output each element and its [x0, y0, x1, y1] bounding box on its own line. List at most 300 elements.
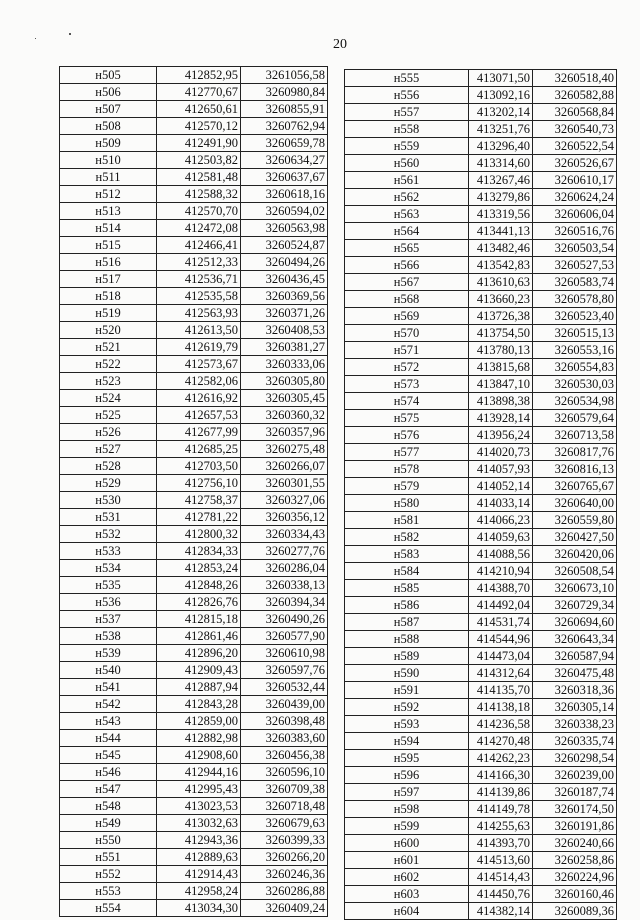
y-coordinate-cell: 3260475,48: [533, 665, 617, 682]
point-id-cell: н565: [345, 240, 469, 257]
x-coordinate-cell: 412650,61: [157, 101, 241, 118]
point-id-cell: н552: [60, 866, 157, 883]
y-coordinate-cell: 3260718,48: [241, 798, 328, 815]
point-id-cell: н540: [60, 662, 157, 679]
table-row: [60, 339, 328, 356]
point-id-cell: н525: [60, 407, 157, 424]
point-id-cell: н513: [60, 203, 157, 220]
y-coordinate-cell: 3260709,38: [241, 781, 328, 798]
table-row: [60, 832, 328, 849]
table-row: [345, 342, 617, 359]
x-coordinate-cell: 413610,63: [469, 274, 533, 291]
point-id-cell: н559: [345, 138, 469, 155]
table-row: [345, 835, 617, 852]
x-coordinate-cell: 414382,14: [469, 903, 533, 920]
x-coordinate-cell: 412896,20: [157, 645, 241, 662]
table-row: [345, 767, 617, 784]
y-coordinate-cell: 3260563,98: [241, 220, 328, 237]
y-coordinate-cell: 3260568,84: [533, 104, 617, 121]
x-coordinate-cell: 413296,40: [469, 138, 533, 155]
x-coordinate-cell: 413314,60: [469, 155, 533, 172]
table-row: [60, 509, 328, 526]
table-row: [345, 852, 617, 869]
table-row: [60, 645, 328, 662]
y-coordinate-cell: 3260765,67: [533, 478, 617, 495]
point-id-cell: н514: [60, 220, 157, 237]
table-row: [60, 713, 328, 730]
point-id-cell: н542: [60, 696, 157, 713]
table-row: [60, 900, 328, 917]
table-row: [345, 172, 617, 189]
y-coordinate-cell: 3260408,53: [241, 322, 328, 339]
y-coordinate-cell: 3260643,34: [533, 631, 617, 648]
y-coordinate-cell: 3260246,36: [241, 866, 328, 883]
y-coordinate-cell: 3260526,67: [533, 155, 617, 172]
table-row: [60, 764, 328, 781]
table-row: [345, 155, 617, 172]
x-coordinate-cell: 414066,23: [469, 512, 533, 529]
point-id-cell: н582: [345, 529, 469, 546]
point-id-cell: н548: [60, 798, 157, 815]
point-id-cell: н568: [345, 291, 469, 308]
point-id-cell: н535: [60, 577, 157, 594]
point-id-cell: н555: [345, 70, 469, 87]
table-row: [345, 699, 617, 716]
x-coordinate-cell: 413202,14: [469, 104, 533, 121]
x-coordinate-cell: 412613,50: [157, 322, 241, 339]
x-coordinate-cell: 412581,48: [157, 169, 241, 186]
table-row: [60, 84, 328, 101]
table-row: [60, 815, 328, 832]
point-id-cell: н549: [60, 815, 157, 832]
point-id-cell: н521: [60, 339, 157, 356]
x-coordinate-cell: 412472,08: [157, 220, 241, 237]
point-id-cell: н517: [60, 271, 157, 288]
x-coordinate-cell: 412536,71: [157, 271, 241, 288]
y-coordinate-cell: 3260534,98: [533, 393, 617, 410]
point-id-cell: н564: [345, 223, 469, 240]
x-coordinate-cell: 412570,70: [157, 203, 241, 220]
table-row: [345, 716, 617, 733]
point-id-cell: н543: [60, 713, 157, 730]
table-row: [345, 257, 617, 274]
y-coordinate-cell: 3260559,80: [533, 512, 617, 529]
table-row: [345, 393, 617, 410]
x-coordinate-cell: 412756,10: [157, 475, 241, 492]
x-coordinate-cell: 414210,94: [469, 563, 533, 580]
y-coordinate-cell: 3260610,98: [241, 645, 328, 662]
table-row: [60, 577, 328, 594]
y-coordinate-cell: 3260394,34: [241, 594, 328, 611]
y-coordinate-cell: 3260540,73: [533, 121, 617, 138]
table-row: [60, 560, 328, 577]
table-row: [60, 883, 328, 900]
table-row: [60, 288, 328, 305]
x-coordinate-cell: 412859,00: [157, 713, 241, 730]
y-coordinate-cell: 3260266,20: [241, 849, 328, 866]
table-row: [60, 458, 328, 475]
point-id-cell: н519: [60, 305, 157, 322]
x-coordinate-cell: 413928,14: [469, 410, 533, 427]
table-row: [345, 444, 617, 461]
x-coordinate-cell: 412914,43: [157, 866, 241, 883]
point-id-cell: н520: [60, 322, 157, 339]
table-row: [345, 784, 617, 801]
point-id-cell: н590: [345, 665, 469, 682]
x-coordinate-cell: 412491,90: [157, 135, 241, 152]
x-coordinate-cell: 414020,73: [469, 444, 533, 461]
point-id-cell: н512: [60, 186, 157, 203]
point-id-cell: н539: [60, 645, 157, 662]
y-coordinate-cell: 3260239,00: [533, 767, 617, 784]
point-id-cell: н518: [60, 288, 157, 305]
y-coordinate-cell: 3260286,88: [241, 883, 328, 900]
point-id-cell: н523: [60, 373, 157, 390]
x-coordinate-cell: 412512,33: [157, 254, 241, 271]
table-row: [345, 189, 617, 206]
point-id-cell: н574: [345, 393, 469, 410]
x-coordinate-cell: 414514,43: [469, 869, 533, 886]
table-row: [345, 563, 617, 580]
point-id-cell: н528: [60, 458, 157, 475]
y-coordinate-cell: 3260762,94: [241, 118, 328, 135]
table-row: [345, 461, 617, 478]
point-id-cell: н516: [60, 254, 157, 271]
y-coordinate-cell: 3260335,74: [533, 733, 617, 750]
x-coordinate-cell: 412770,67: [157, 84, 241, 101]
y-coordinate-cell: 3260587,94: [533, 648, 617, 665]
point-id-cell: н533: [60, 543, 157, 560]
x-coordinate-cell: 412535,58: [157, 288, 241, 305]
x-coordinate-cell: 414052,14: [469, 478, 533, 495]
x-coordinate-cell: 412815,18: [157, 611, 241, 628]
point-id-cell: н589: [345, 648, 469, 665]
x-coordinate-cell: 412570,12: [157, 118, 241, 135]
y-coordinate-cell: 3260383,60: [241, 730, 328, 747]
y-coordinate-cell: 3260553,16: [533, 342, 617, 359]
table-row: [60, 543, 328, 560]
table-row: [345, 903, 617, 920]
point-id-cell: н596: [345, 767, 469, 784]
point-id-cell: н600: [345, 835, 469, 852]
x-coordinate-cell: 414139,86: [469, 784, 533, 801]
y-coordinate-cell: 3260515,13: [533, 325, 617, 342]
y-coordinate-cell: 3260579,64: [533, 410, 617, 427]
table-row: [60, 662, 328, 679]
table-row: [60, 781, 328, 798]
table-row: [60, 611, 328, 628]
point-id-cell: н544: [60, 730, 157, 747]
table-row: [345, 359, 617, 376]
point-id-cell: н524: [60, 390, 157, 407]
point-id-cell: н541: [60, 679, 157, 696]
y-coordinate-cell: 3260399,33: [241, 832, 328, 849]
point-id-cell: н551: [60, 849, 157, 866]
point-id-cell: н509: [60, 135, 157, 152]
x-coordinate-cell: 412834,33: [157, 543, 241, 560]
x-coordinate-cell: 412861,46: [157, 628, 241, 645]
table-row: [345, 87, 617, 104]
point-id-cell: н584: [345, 563, 469, 580]
table-row: [345, 869, 617, 886]
table-row: [345, 818, 617, 835]
point-id-cell: н531: [60, 509, 157, 526]
x-coordinate-cell: 414138,18: [469, 699, 533, 716]
y-coordinate-cell: 3260855,91: [241, 101, 328, 118]
point-id-cell: н558: [345, 121, 469, 138]
point-id-cell: н594: [345, 733, 469, 750]
table-row: [345, 291, 617, 308]
x-coordinate-cell: 412995,43: [157, 781, 241, 798]
table-row: [60, 849, 328, 866]
y-coordinate-cell: 3260258,86: [533, 852, 617, 869]
y-coordinate-cell: 3260439,00: [241, 696, 328, 713]
x-coordinate-cell: 414033,14: [469, 495, 533, 512]
y-coordinate-cell: 3260305,45: [241, 390, 328, 407]
point-id-cell: н560: [345, 155, 469, 172]
y-coordinate-cell: 3260523,40: [533, 308, 617, 325]
point-id-cell: н550: [60, 832, 157, 849]
table-row: [60, 475, 328, 492]
point-id-cell: н583: [345, 546, 469, 563]
point-id-cell: н599: [345, 818, 469, 835]
y-coordinate-cell: 3260524,87: [241, 237, 328, 254]
x-coordinate-cell: 412908,60: [157, 747, 241, 764]
y-coordinate-cell: 3260554,83: [533, 359, 617, 376]
x-coordinate-cell: 412582,06: [157, 373, 241, 390]
x-coordinate-cell: 412853,24: [157, 560, 241, 577]
point-id-cell: н534: [60, 560, 157, 577]
x-coordinate-cell: 414135,70: [469, 682, 533, 699]
y-coordinate-cell: 3260816,13: [533, 461, 617, 478]
y-coordinate-cell: 3260305,80: [241, 373, 328, 390]
point-id-cell: н556: [345, 87, 469, 104]
point-id-cell: н575: [345, 410, 469, 427]
point-id-cell: н508: [60, 118, 157, 135]
y-coordinate-cell: 3260578,80: [533, 291, 617, 308]
x-coordinate-cell: 414450,76: [469, 886, 533, 903]
x-coordinate-cell: 412588,32: [157, 186, 241, 203]
y-coordinate-cell: 3260286,04: [241, 560, 328, 577]
point-id-cell: н571: [345, 342, 469, 359]
table-row: [345, 733, 617, 750]
table-row: [60, 628, 328, 645]
y-coordinate-cell: 3260634,27: [241, 152, 328, 169]
x-coordinate-cell: 414088,56: [469, 546, 533, 563]
table-row: [345, 121, 617, 138]
table-row: [60, 798, 328, 815]
y-coordinate-cell: 3260980,84: [241, 84, 328, 101]
x-coordinate-cell: 412848,26: [157, 577, 241, 594]
x-coordinate-cell: 413071,50: [469, 70, 533, 87]
x-coordinate-cell: 414270,48: [469, 733, 533, 750]
y-coordinate-cell: 3260240,66: [533, 835, 617, 852]
point-id-cell: н602: [345, 869, 469, 886]
x-coordinate-cell: 413847,10: [469, 376, 533, 393]
table-row: [345, 206, 617, 223]
y-coordinate-cell: 3260224,96: [533, 869, 617, 886]
table-row: [345, 631, 617, 648]
x-coordinate-cell: 412703,50: [157, 458, 241, 475]
point-id-cell: н601: [345, 852, 469, 869]
x-coordinate-cell: 412563,93: [157, 305, 241, 322]
table-row: [60, 441, 328, 458]
table-row: [345, 886, 617, 903]
y-coordinate-cell: 3260516,76: [533, 223, 617, 240]
scan-speck: [69, 33, 71, 35]
point-id-cell: н593: [345, 716, 469, 733]
point-id-cell: н587: [345, 614, 469, 631]
y-coordinate-cell: 3260694,60: [533, 614, 617, 631]
table-row: [60, 135, 328, 152]
x-coordinate-cell: 413956,24: [469, 427, 533, 444]
y-coordinate-cell: 3260318,36: [533, 682, 617, 699]
x-coordinate-cell: 412616,92: [157, 390, 241, 407]
y-coordinate-cell: 3260817,76: [533, 444, 617, 461]
point-id-cell: н592: [345, 699, 469, 716]
table-row: [345, 546, 617, 563]
table-row: [345, 665, 617, 682]
table-row: [345, 274, 617, 291]
point-id-cell: н547: [60, 781, 157, 798]
table-row: [60, 730, 328, 747]
x-coordinate-cell: 414388,70: [469, 580, 533, 597]
table-row: [345, 648, 617, 665]
point-id-cell: н545: [60, 747, 157, 764]
x-coordinate-cell: 413542,83: [469, 257, 533, 274]
table-row: [345, 750, 617, 767]
table-row: [345, 104, 617, 121]
y-coordinate-cell: 3260338,13: [241, 577, 328, 594]
y-coordinate-cell: 3260527,53: [533, 257, 617, 274]
point-id-cell: н554: [60, 900, 157, 917]
point-id-cell: н536: [60, 594, 157, 611]
y-coordinate-cell: 3260371,26: [241, 305, 328, 322]
y-coordinate-cell: 3260610,17: [533, 172, 617, 189]
y-coordinate-cell: 3260356,12: [241, 509, 328, 526]
table-row: [60, 101, 328, 118]
table-row: [60, 679, 328, 696]
y-coordinate-cell: 3260624,24: [533, 189, 617, 206]
y-coordinate-cell: 3260266,07: [241, 458, 328, 475]
y-coordinate-cell: 3260597,76: [241, 662, 328, 679]
x-coordinate-cell: 413319,56: [469, 206, 533, 223]
coordinates-table-left: [59, 66, 328, 917]
x-coordinate-cell: 412909,43: [157, 662, 241, 679]
table-row: [60, 67, 328, 84]
point-id-cell: н562: [345, 189, 469, 206]
x-coordinate-cell: 414513,60: [469, 852, 533, 869]
x-coordinate-cell: 413267,46: [469, 172, 533, 189]
y-coordinate-cell: 3260277,76: [241, 543, 328, 560]
y-coordinate-cell: 3260640,00: [533, 495, 617, 512]
y-coordinate-cell: 3260530,03: [533, 376, 617, 393]
y-coordinate-cell: 3260327,06: [241, 492, 328, 509]
point-id-cell: н598: [345, 801, 469, 818]
table-row: [60, 322, 328, 339]
x-coordinate-cell: 413482,46: [469, 240, 533, 257]
point-id-cell: н563: [345, 206, 469, 223]
table-row: [60, 594, 328, 611]
point-id-cell: н538: [60, 628, 157, 645]
y-coordinate-cell: 3260594,02: [241, 203, 328, 220]
x-coordinate-cell: 414531,74: [469, 614, 533, 631]
table-row: [60, 373, 328, 390]
point-id-cell: н603: [345, 886, 469, 903]
point-id-cell: н586: [345, 597, 469, 614]
x-coordinate-cell: 412887,94: [157, 679, 241, 696]
x-coordinate-cell: 412466,41: [157, 237, 241, 254]
table-row: [60, 271, 328, 288]
point-id-cell: н507: [60, 101, 157, 118]
x-coordinate-cell: 413251,76: [469, 121, 533, 138]
y-coordinate-cell: 3260275,48: [241, 441, 328, 458]
point-id-cell: н515: [60, 237, 157, 254]
table-row: [60, 118, 328, 135]
point-id-cell: н561: [345, 172, 469, 189]
table-row: [345, 512, 617, 529]
y-coordinate-cell: 3260583,74: [533, 274, 617, 291]
y-coordinate-cell: 3260713,58: [533, 427, 617, 444]
x-coordinate-cell: 413780,13: [469, 342, 533, 359]
point-id-cell: н580: [345, 495, 469, 512]
table-row: [60, 526, 328, 543]
table-row: [60, 186, 328, 203]
table-row: [60, 203, 328, 220]
x-coordinate-cell: 414262,23: [469, 750, 533, 767]
point-id-cell: н579: [345, 478, 469, 495]
table-row: [60, 407, 328, 424]
y-coordinate-cell: 3260089,36: [533, 903, 617, 920]
point-id-cell: н529: [60, 475, 157, 492]
table-row: [345, 597, 617, 614]
x-coordinate-cell: 412826,76: [157, 594, 241, 611]
point-id-cell: н557: [345, 104, 469, 121]
y-coordinate-cell: 3260333,06: [241, 356, 328, 373]
x-coordinate-cell: 413034,30: [157, 900, 241, 917]
point-id-cell: н505: [60, 67, 157, 84]
y-coordinate-cell: 3260503,54: [533, 240, 617, 257]
y-coordinate-cell: 3260301,55: [241, 475, 328, 492]
x-coordinate-cell: 412685,25: [157, 441, 241, 458]
point-id-cell: н526: [60, 424, 157, 441]
point-id-cell: н581: [345, 512, 469, 529]
point-id-cell: н576: [345, 427, 469, 444]
point-id-cell: н506: [60, 84, 157, 101]
x-coordinate-cell: 412657,53: [157, 407, 241, 424]
y-coordinate-cell: 3260334,43: [241, 526, 328, 543]
x-coordinate-cell: 412503,82: [157, 152, 241, 169]
x-coordinate-cell: 412958,24: [157, 883, 241, 900]
y-coordinate-cell: 3260618,16: [241, 186, 328, 203]
point-id-cell: н553: [60, 883, 157, 900]
x-coordinate-cell: 413441,13: [469, 223, 533, 240]
y-coordinate-cell: 3260659,78: [241, 135, 328, 152]
x-coordinate-cell: 413815,68: [469, 359, 533, 376]
table-row: [60, 747, 328, 764]
coordinates-table-right: [344, 69, 617, 920]
point-id-cell: н522: [60, 356, 157, 373]
y-coordinate-cell: 3260187,74: [533, 784, 617, 801]
x-coordinate-cell: 412943,36: [157, 832, 241, 849]
x-coordinate-cell: 414544,96: [469, 631, 533, 648]
point-id-cell: н573: [345, 376, 469, 393]
y-coordinate-cell: 3260582,88: [533, 87, 617, 104]
x-coordinate-cell: 412781,22: [157, 509, 241, 526]
y-coordinate-cell: 3260456,38: [241, 747, 328, 764]
point-id-cell: н511: [60, 169, 157, 186]
x-coordinate-cell: 412882,98: [157, 730, 241, 747]
